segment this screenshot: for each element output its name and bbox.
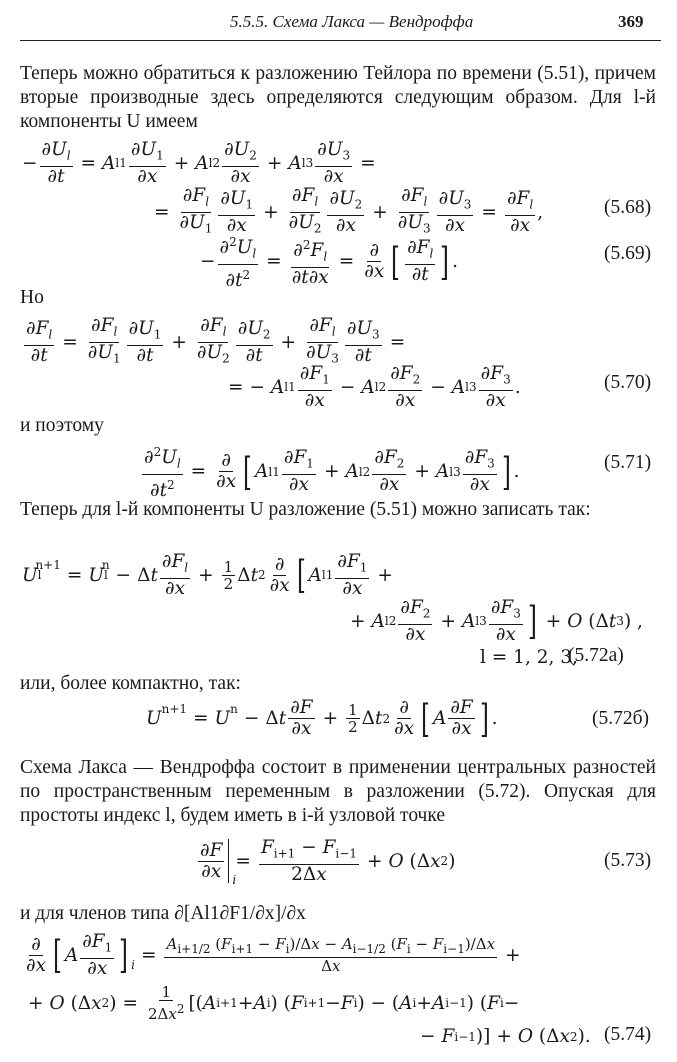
equation-number-5-72b: (5.72б) — [592, 708, 650, 729]
equation-5-72a-index-range: l = 1, 2, 3, — [480, 647, 578, 668]
equation-number-5-73: (5.73) — [604, 850, 652, 871]
paragraph-expansion: Теперь для l-й компоненты U разложение (5.51) можно записать так: — [20, 499, 591, 520]
equation-5-72a-line2: + A l2 $\frac{\partial F_2}{\partial x}$ + A l3 $\frac{\partial F_3}{\partial x}$ ] + O (Δ t 3 ) , — [350, 597, 643, 645]
equation-number-5-71: (5.71) — [604, 452, 652, 473]
paragraph-terms-type: и для членов типа ∂[Al1∂F1/∂x]/∂x — [20, 903, 306, 924]
header-rule — [20, 40, 661, 41]
equation-5-71: $\frac{\partial^2U_l}{\partial t^2}$ = $\frac{\partial}{\partial x}$ [ A l1 $\frac{\partial F_1}{\partial x}$ + A l2 $\frac{\partial F_2}{\partial x}$ + A l3 $\frac{\partial F_3}{\partial x}$ ] . — [140, 442, 520, 501]
equation-number-5-69: (5.69) — [604, 243, 652, 264]
paragraph-lax-wendroff-scheme: Схема Лакса — Вендроффа состоит в применении центральных разностей по пространственным переменным в разложении (5.72). Опуская для простоты индекс l, будем иметь в i-й узловой точке — [20, 757, 656, 826]
equation-number-5-72a: (5.72a) — [568, 645, 624, 666]
equation-5-68-line1: − $\frac{\partial U_l}{\partial t}$ = A l1 $\frac{\partial U_1}{\partial x}$ + A l2 $\frac{\partial U_2}{\partial x}$ + A l3 $\frac{\partial U_3}{\partial x}$ = — [22, 139, 376, 187]
paragraph-therefore: и поэтому — [20, 415, 104, 436]
equation-5-72b: U $^{n+1}$ = U $^n$ − Δ t $\frac{\partial F}{\partial x}$ + $\frac{1}{2}$ Δ t 2 $\frac{\partial}{\partial x}$ [ A $\frac{\partial F}{\partial x}$ ] . — [146, 696, 498, 741]
equation-5-72a-line1: U l $^{n+1}$ = U l $^n$ − Δ t $\frac{\partial F_l}{\partial x}$ + $\frac{1}{2}$ Δ t 2 $\frac{\partial}{\partial x}$ [ A l1 $\frac{\partial F_1}{\partial x}$ + — [22, 551, 393, 599]
equation-5-73: $\frac{\partial F}{\partial x}$ i = $\frac{F_{i+1} - F_{i-1}}{2\Delta x}$ + O (Δ x 2 ) — [200, 837, 456, 888]
equation-5-69: − $\frac{\partial^2U_l}{\partial t^2}$ = $\frac{\partial^2F_l}{\partial t\partial x}$ = $\frac{\partial}{\partial x}$ [ $\frac{\partial F_l}{\partial t}$ ] . — [200, 232, 458, 291]
equation-5-70-line1: $\frac{\partial F_l}{\partial t}$ = $\frac{\partial F_l}{\partial U_1}$ $\frac{\partial U_1}{\partial t}$ + $\frac{\partial F_l}{\partial U_2}$ $\frac{\partial U_2}{\partial t}$ + $\frac{\partial F_l}{\partial U_3}$ $\frac{\partial U_3}{\partial t}$ = — [26, 315, 406, 366]
equation-5-70-line2: = − A l1 $\frac{\partial F_1}{\partial x}$ − A l2 $\frac{\partial F_2}{\partial x}$ − A l3 $\frac{\partial F_3}{\partial x}$ . — [228, 363, 521, 411]
equation-5-68-line2: = $\frac{\partial F_l}{\partial U_1}$ $\frac{\partial U_1}{\partial x}$ + $\frac{\partial F_l}{\partial U_2}$ $\frac{\partial U_2}{\partial x}$ + $\frac{\partial F_l}{\partial U_3}$ $\frac{\partial U_3}{\partial x}$ = $\frac{\partial F_l}{\partial x}$ , — [154, 185, 544, 236]
equation-number-5-74: (5.74) — [604, 1024, 652, 1045]
paragraph-taylor-intro: Теперь можно обратиться к разложению Тейлора по времени (5.51), причем вторые производные здесь определяются следующим образом. Для l-й компоненты U имеем — [20, 63, 656, 132]
page-number: 369 — [618, 12, 644, 31]
equation-5-74-line2: + O (Δ x 2 ) = $\frac{1}{2\Delta x^2}$ [( A i+1 + A i ) ( F i+1 − F i ) − ( A i + A i−1 ) ( F i − — [28, 983, 520, 1023]
paragraph-but: Но — [20, 287, 44, 308]
equation-5-74-line1: $\frac{\partial}{\partial x}$ [ A $\frac{\partial F_1}{\partial x}$ ] $_i$ = $\frac{A_{i+1/2} (F_{i+1} - F_i)/\Delta x - A_{i-1/2} (F_i - F_{i-1})/\Delta x}{\Delta x}$ + — [26, 931, 521, 979]
equation-5-74-line3: − F i−1 )] + O (Δ x 2 ). — [420, 1026, 591, 1047]
equation-number-5-68: (5.68) — [604, 197, 652, 218]
running-header-title: 5.5.5. Схема Лакса — Вендроффа — [230, 12, 474, 31]
equation-number-5-70: (5.70) — [604, 372, 652, 393]
paragraph-compact: или, более компактно, так: — [20, 673, 241, 694]
